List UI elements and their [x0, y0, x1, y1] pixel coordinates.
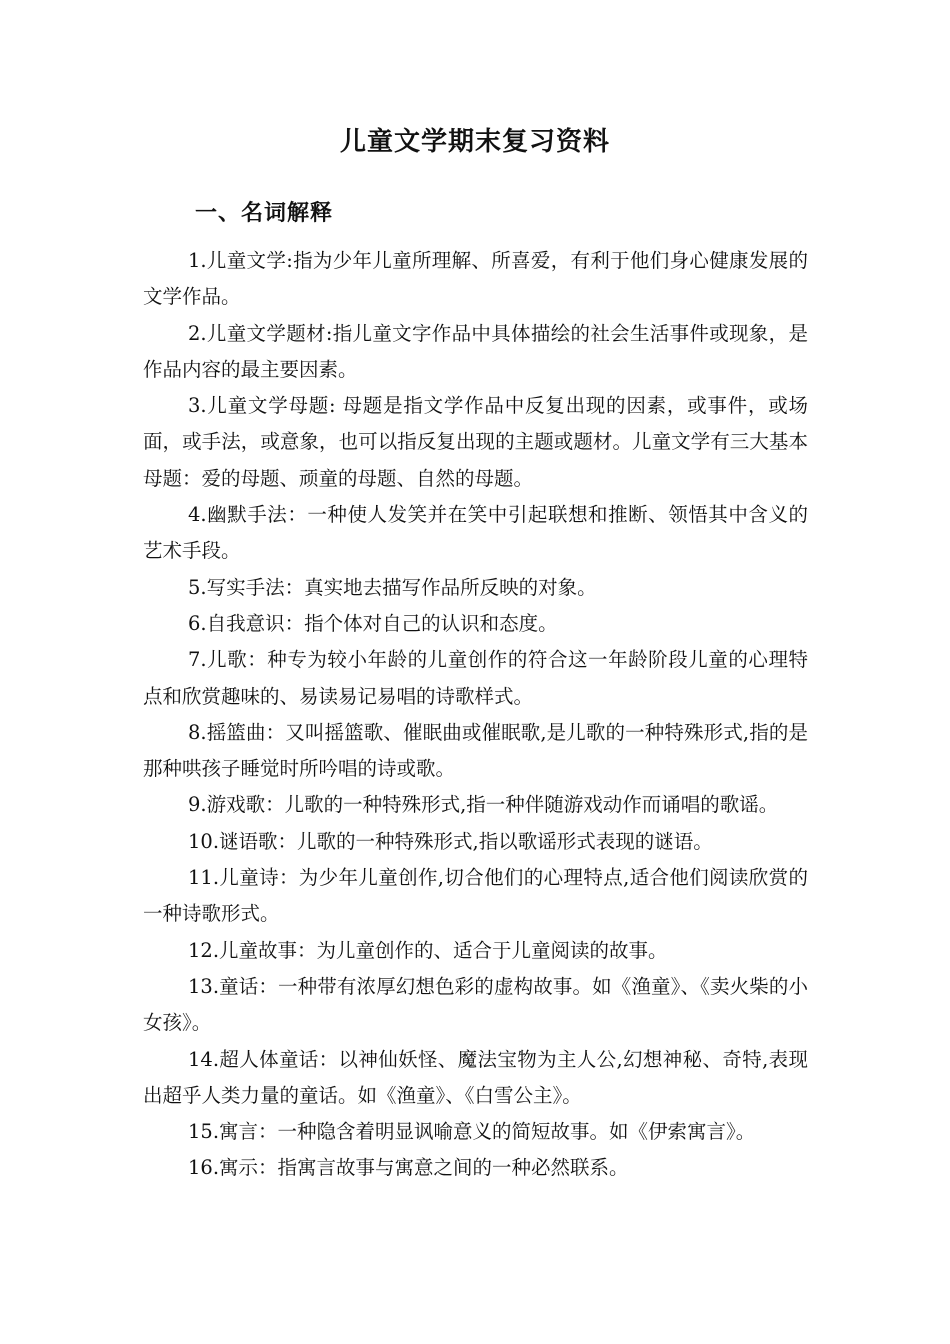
definition-entry: 2.儿童文学题材:指儿童文字作品中具体描绘的社会生活事件或现象，是作品内容的最主要因素。: [143, 321, 808, 381]
definition-entry: 16.寓示：指寓言故事与寓意之间的一种必然联系。: [188, 1156, 629, 1180]
definition-entry: 3.儿童文学母题: 母题是指文学作品中反复出现的因素，或事件，或场面，或手法，或意象，也可以指反复出现的主题或题材。儿童文学有三大基本母题：爱的母题、顽童的母题、自然的母题。: [143, 394, 808, 490]
definition-entry: 4.幽默手法：一种使人发笑并在笑中引起联想和推断、领悟其中含义的艺术手段。: [143, 503, 808, 563]
definition-entry: 12.儿童故事：为儿童创作的、适合于儿童阅读的故事。: [188, 938, 668, 962]
definition-entry: 8.摇篮曲：又叫摇篮歌、催眠曲或催眠歌,是儿歌的一种特殊形式,指的是那种哄孩子睡觉时所吟唱的诗或歌。: [143, 720, 808, 781]
definition-entry: 10.谜语歌：儿歌的一种特殊形式,指以歌谣形式表现的谜语。: [188, 829, 713, 853]
definition-entry: 15.寓言：一种隐含着明显讽喻意义的简短故事。如《伊索寓言》。: [188, 1120, 756, 1144]
definition-entry: 6.自我意识：指个体对自己的认识和态度。: [188, 611, 558, 635]
definition-entry: 11.儿童诗：为少年儿童创作,切合他们的心理特点,适合他们阅读欣赏的一种诗歌形式。: [143, 866, 808, 926]
document-title: 儿童文学期末复习资料: [339, 127, 610, 157]
definition-entry: 13.童话：一种带有浓厚幻想色彩的虚构故事。如《渔童》、《卖火柴的小女孩》。: [143, 974, 808, 1035]
definition-entry: 5.写实手法：真实地去描写作品所反映的对象。: [188, 575, 597, 599]
definition-entry: 7.儿歌：种专为较小年龄的儿童创作的符合这一年龄阶段儿童的心理特点和欣赏趣味的、易读易记易唱的诗歌样式。: [143, 648, 808, 708]
definition-entry: 14.超人体童话：以神仙妖怪、魔法宝物为主人公,幻想神秘、奇特,表现出超乎人类力量的童话。如《渔童》、《白雪公主》。: [143, 1047, 808, 1107]
definition-entry: 9.游戏歌：儿歌的一种特殊形式,指一种伴随游戏动作而诵唱的歌谣。: [188, 793, 779, 817]
definition-list: [143, 243, 808, 1187]
definition-entry: 1.儿童文学:指为少年儿童所理解、所喜爱，有利于他们身心健康发展的文学作品。: [143, 249, 808, 309]
section-heading: 一、名词解释: [195, 201, 334, 226]
